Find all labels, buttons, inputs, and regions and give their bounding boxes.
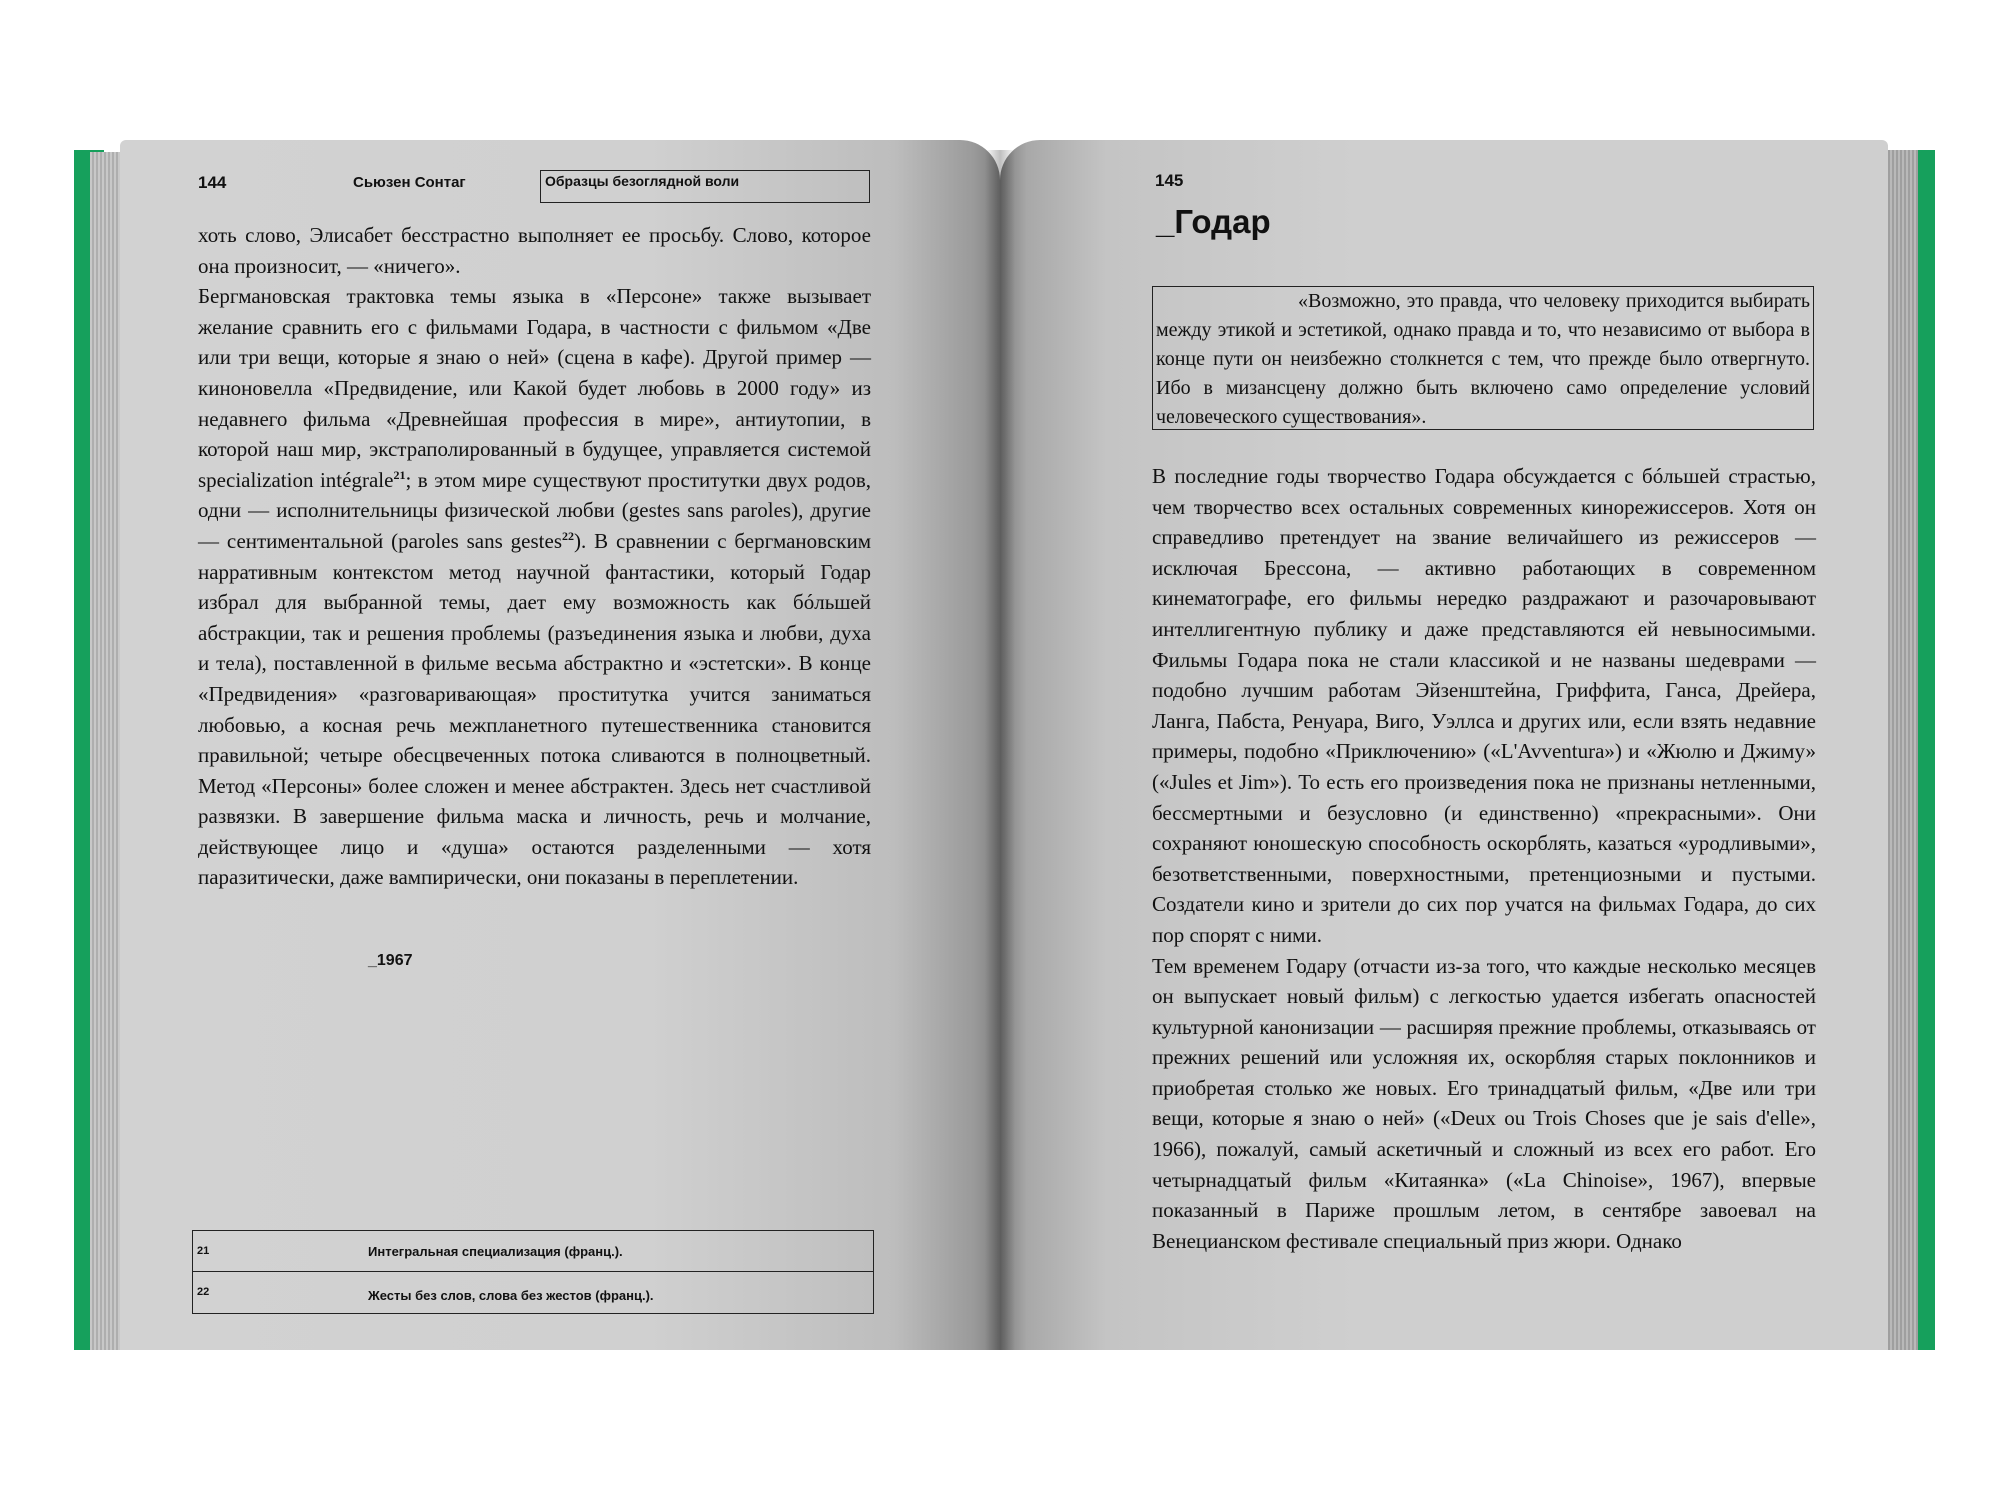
footnote-ref-21: 21 — [393, 467, 406, 482]
section-title: _Годар — [1156, 203, 1271, 240]
right-page-body — [1152, 461, 1816, 1256]
left-paragraph-2-part-b: ; в этом мире существуют проститутки двух родов, одни — исполнительницы физической любви (gestes sans paroles), другие — сентиментальной (paroles sans gestes — [198, 467, 871, 553]
right-paragraph-1: В последние годы творчество Годара обсуждается с бóльшей страстью, чем творчество всех остальных современных кинорежиссеров. Хотя он справедливо претендует на звание величайшего из режиссеров — исключая Брессона, — активно работающих в современном кинематографе, его фильмы нередко раздражают и разочаровывают интеллигентную публику и даже представляются ей невыносимыми. Фильмы Годара пока не стали классикой и не названы шедеврами — подобно лучшим работам Эйзенштейна, Гриффита, Ганса, Дрейера, Ланга, Пабста, Ренуара, Виго, Уэллса и других или, если взять недавние примеры, подобно «Приключению» («L'Avventura») и «Жюлю и Джиму» («Jules et Jim»). То есть его произведения пока не признаны нетленными, бессмертными и безусловно (и единственно) «прекрасными». Они сохраняют юношескую способность оскорблять, казаться «уродливыми», безответственными, поверхностными, претенциозными и пустыми. Создатели кино и зрители до сих пор учатся на фильмах Годара, до сих пор спорят с ними. — [1152, 464, 1816, 947]
book-gutter — [985, 150, 1015, 1350]
epigraph-quote — [1152, 286, 1814, 430]
footnote-number: 21 — [197, 1245, 210, 1257]
footnote-number: 22 — [197, 1286, 210, 1298]
footnote-ref-22: 22 — [562, 528, 574, 543]
footnote-22 — [193, 1271, 873, 1313]
left-paragraph-1: хоть слово, Элисабет бесстрастно выполняет ее просьбу. Слово, которое она произносит, — «ничего». — [198, 223, 871, 278]
left-page-body — [198, 220, 871, 893]
dateline: _1967 — [368, 952, 413, 969]
running-head-author: Сьюзен Сонтаг — [353, 174, 466, 191]
left-paragraph-2-part-c: ). В сравнении с бергмановским нарративным контекстом метод научной фантастики, который Годар избрал для выбранной темы, дает ему возможность как бóльшей абстракции, так и решения проблемы (разъединения языка и любви, духа и тела), поставленной в фильме весьма абстрактно и «эстетски». В конце «Предвидения» «разговаривающая» проститутка учится заниматься любовью, а косная речь межпланетного путешественника становится правильной; четыре обесцвеченных потока сливаются в полноцветный. Метод «Персоны» более сложен и менее абстрактен. Здесь нет счастливой развязки. В завершение фильма маска и личность, речь и молчание, действующее лицо и «душа» остаются разделенными — хотя паразитически, даже вампирически, они показаны в переплетении. — [198, 528, 872, 890]
footnote-text: Жесты без слов, слова без жестов (франц.). — [368, 1288, 654, 1303]
footnote-21 — [193, 1231, 873, 1272]
right-paragraph-2: Тем временем Годару (отчасти из-за того, что каждые несколько месяцев он выпускает новый фильм) с легкостью удается избегать опасностей культурной канонизации — расширяя прежние проблемы, отказываясь от прежних решений или усложняя их, оскорбляя старых поклонников и приобретая столько же новых. Его тринадцатый фильм, «Две или три вещи, которые я знаю о ней» («Deux ou Trois Choses que je sais d'elle», 1966), пожалуй, самый аскетичный и сложный из всех его работ. Его четырнадцатый фильм «Китаянка» («La Chinoise», 1967), впервые показанный в Париже прошлым летом, в сентябре завоевал на Венецианском фестивале специальный приз жюри. Однако — [1152, 953, 1816, 1253]
right-page-number: 145 — [1155, 171, 1184, 190]
left-page-number: 144 — [198, 173, 227, 192]
epigraph-text: «Возможно, это правда, что человеку приходится выбирать между этикой и эстетикой, однако правда и то, что независимо от выбора в конце пути он неизбежно столкнется с тем, что прежде было отвергнуто. Ибо в мизансцену должно быть включено само определение условий человеческого существования». — [1156, 290, 1810, 428]
left-paragraph-2-part-a: Бергмановская трактовка темы языка в «Персоне» также вызывает желание сравнить его с фильмами Годара, в частности с фильмом «Две или три вещи, которые я знаю о ней» (сцена в кафе). Другой пример — киноновелла «Предвидение, или Какой будет любовь в 2000 году» из недавнего фильма «Древнейшая профессия в мире», антиутопии, в которой наш мир, экстраполированный в будущее, управляется системой specialization intégrale — [198, 284, 871, 492]
footnote-text: Интегральная специализация (франц.). — [368, 1244, 623, 1259]
footnotes — [192, 1230, 874, 1314]
running-head-book-title: Образцы безоглядной воли — [540, 170, 870, 203]
left-paragraph-2 — [198, 281, 871, 893]
